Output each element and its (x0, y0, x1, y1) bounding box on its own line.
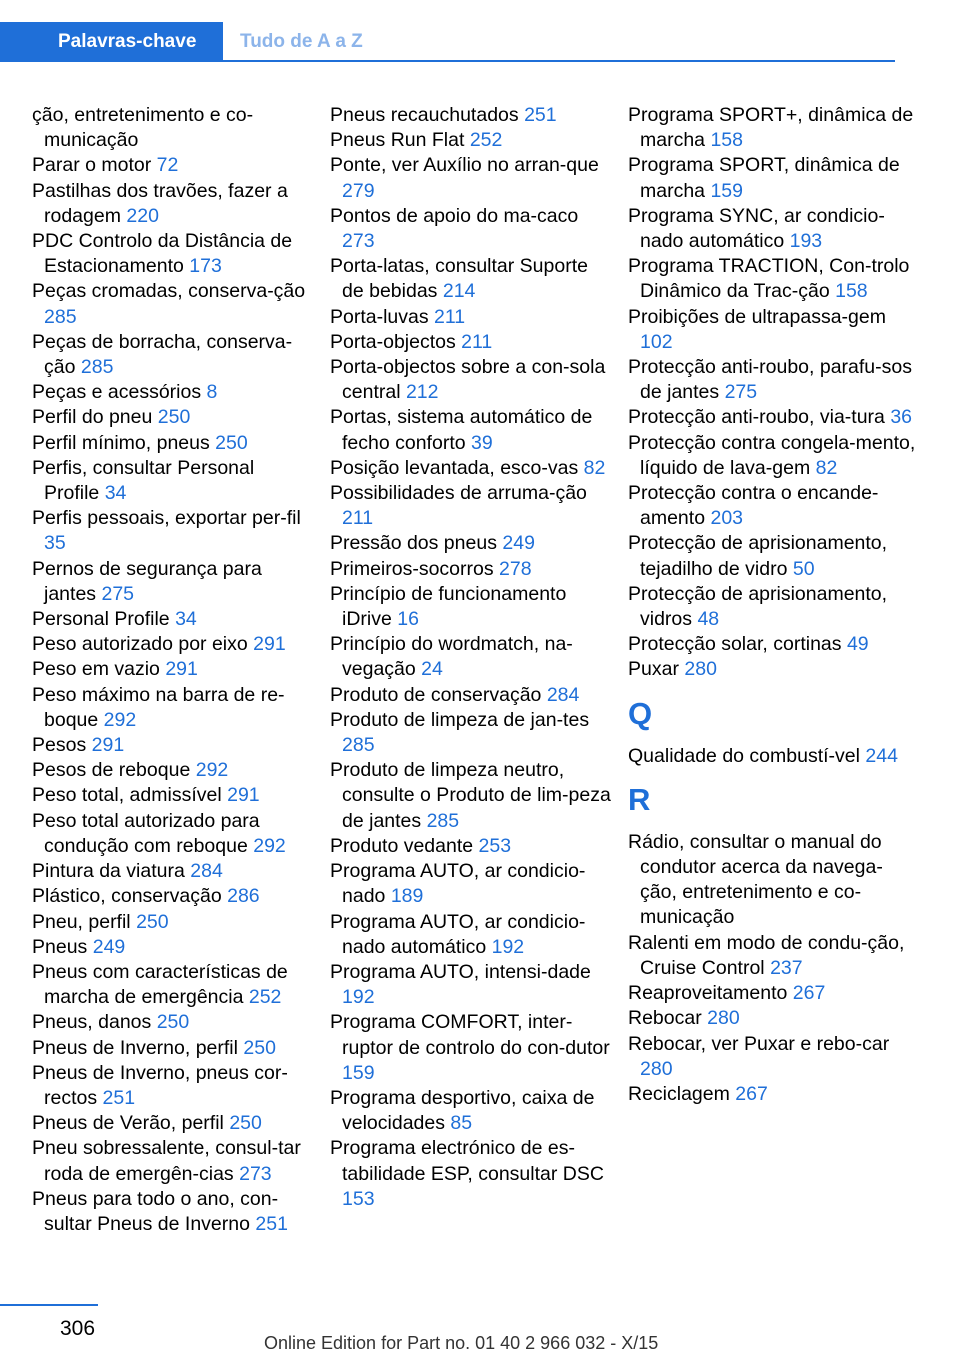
index-group-q (628, 744, 918, 769)
entry-term: Pneus de Verão, perfil (32, 1112, 224, 1135)
entry-term: Princípio de funcionamento iDrive (330, 582, 567, 631)
index-entry (628, 355, 918, 405)
index-entry (32, 405, 312, 430)
entry-term: Produto de limpeza neutro, consulte o Produto de lim-peza de jantes (330, 759, 611, 832)
entry-term: ção, entretenimento e co-municação (32, 104, 254, 152)
page-link[interactable]: 250 (156, 1011, 190, 1034)
tab-a-to-z[interactable]: Tudo de A a Z (240, 31, 363, 52)
index-group-p (628, 103, 918, 683)
index-entry (32, 935, 312, 960)
page-link[interactable]: 49 (846, 633, 869, 656)
page-link[interactable]: 8 (206, 381, 218, 404)
index-entry (32, 431, 312, 456)
edition-note: Online Edition for Part no. 01 40 2 966 032 - X/15 (264, 1333, 659, 1353)
page-link[interactable]: 250 (136, 910, 169, 933)
entry-term: Programa desportivo, caixa de velocidades (330, 1086, 595, 1135)
entry-term: Perfis, consultar Personal Profile (32, 456, 255, 505)
entry-term: Rebocar, ver Puxar e rebo-car (628, 1032, 890, 1055)
page-link[interactable]: 291 (227, 784, 260, 807)
entry-term: Pernos de segurança para jantes (32, 557, 262, 605)
index-entry (330, 531, 615, 556)
entry-term: Protecção anti-roubo, via-tura (628, 406, 885, 429)
index-entry (330, 708, 615, 758)
page-link[interactable]: 220 (126, 204, 159, 227)
entry-term: Programa SPORT, dinâmica de marcha (628, 154, 900, 202)
index-entry (628, 254, 918, 304)
index-entry (32, 557, 312, 607)
entry-term: Pneus recauchutados (330, 104, 519, 126)
index-entry (32, 657, 312, 682)
index-entry (628, 405, 918, 430)
entry-term: Pneus (32, 935, 88, 958)
entry-term: Perfil do pneu (32, 406, 153, 429)
entry-term: Pneus com características de marcha de emergência (32, 960, 288, 1009)
index-entry (628, 431, 918, 481)
index-entry (628, 481, 918, 531)
entry-term: Parar o motor (32, 154, 152, 177)
page-link[interactable]: 158 (710, 129, 743, 152)
page-link[interactable]: 189 (390, 885, 424, 908)
index-entry (628, 305, 918, 355)
entry-term: Porta-objectos (330, 330, 456, 353)
page-link[interactable]: 292 (253, 834, 286, 857)
index-entry (32, 783, 312, 808)
page-link[interactable]: 250 (157, 406, 191, 429)
page-link[interactable]: 158 (835, 280, 868, 303)
index-entry (330, 910, 615, 960)
entry-term: Reaproveitamento (628, 982, 788, 1005)
entry-term: Portas, sistema automático de fecho conforto (330, 406, 593, 454)
index-entry (32, 1187, 312, 1237)
entry-term: PDC Controlo da Distância de Estacionamento (32, 230, 293, 278)
index-entry (32, 859, 312, 884)
page-link[interactable]: 250 (229, 1112, 262, 1135)
page-link[interactable]: 211 (342, 507, 374, 530)
index-entry (628, 1032, 918, 1082)
entry-term: Peso em vazio (32, 658, 160, 681)
index-entry (32, 279, 312, 329)
index-entry (628, 1006, 918, 1031)
page-link[interactable]: 267 (735, 1082, 768, 1105)
entry-term: Programa electrónico de es-tabilidade ESP, consultar DSC (330, 1137, 604, 1185)
page-link[interactable]: 250 (215, 431, 248, 454)
tab-keywords[interactable]: Palavras-chave (0, 22, 223, 62)
page-link[interactable]: 50 (792, 557, 815, 580)
page-link[interactable]: 102 (640, 330, 673, 353)
page-link[interactable]: 280 (640, 1057, 673, 1080)
entry-term: Pneus de Inverno, perfil (32, 1036, 238, 1059)
entry-term: Programa SYNC, ar condicio-nado automático (628, 204, 885, 253)
index-entry (32, 1010, 312, 1035)
entry-term: Pneus para todo o ano, con-sultar Pneus de Inverno (32, 1187, 279, 1235)
index-entry (628, 744, 918, 769)
index-column-3 (628, 103, 918, 1107)
index-entry (32, 960, 312, 1010)
index-entry (330, 758, 615, 834)
index-entry (330, 204, 615, 254)
entry-term: Porta-objectos sobre a con-sola central (330, 356, 606, 404)
page-link[interactable]: 275 (101, 582, 135, 605)
index-group-r (628, 830, 918, 1107)
page-link[interactable]: 285 (426, 809, 460, 832)
entry-term: Peças cromadas, conserva-ção (32, 280, 306, 303)
page-link[interactable]: 286 (227, 885, 260, 908)
entry-term: Produto de conservação (330, 683, 542, 706)
entry-term: Pneus Run Flat (330, 129, 465, 152)
page-link[interactable]: 285 (80, 356, 114, 379)
entry-term: Ponte, ver Auxílio no arran-que (330, 154, 599, 177)
page-link[interactable]: 72 (156, 154, 179, 177)
index-entry (628, 531, 918, 581)
section-letter-q: Q (628, 695, 653, 731)
entry-term: Puxar (628, 658, 679, 681)
entry-term: Pintura da viatura (32, 860, 185, 883)
index-entry (628, 204, 918, 254)
entry-term: Peças e acessórios (32, 381, 202, 404)
index-entry (32, 910, 312, 935)
entry-term: Programa TRACTION, Con-trolo Dinâmico da Trac-ção (628, 255, 910, 303)
entry-term: Qualidade do combustí-vel (628, 744, 860, 767)
page-link[interactable]: 214 (442, 280, 476, 303)
page-link[interactable]: 267 (792, 982, 826, 1005)
entry-term: Pneu sobressalente, consul-tar roda de emergên-cias (32, 1137, 301, 1185)
page-link[interactable]: 285 (342, 734, 375, 757)
entry-term: Rádio, consultar o manual do condutor acerca da navega-ção, entretenimento e co-municação (628, 830, 883, 929)
page-link[interactable]: 292 (195, 759, 229, 782)
entry-term: Protecção contra o encande-amento (628, 482, 879, 530)
page-link[interactable]: 82 (583, 456, 606, 479)
page-link[interactable]: 212 (405, 381, 439, 404)
page-link[interactable]: 16 (397, 608, 419, 631)
index-entry (330, 1010, 615, 1086)
page-link[interactable]: 249 (502, 532, 535, 555)
index-entry (32, 1036, 312, 1061)
index-entry (628, 153, 918, 203)
index-entry (330, 683, 615, 708)
index-entry (330, 405, 615, 455)
entry-term: Protecção solar, cortinas (628, 633, 842, 656)
index-entry (330, 557, 615, 582)
entry-term: Protecção anti-roubo, parafu-sos de jantes (628, 356, 912, 404)
entry-term: Pneus, danos (32, 1011, 152, 1034)
index-entry (628, 981, 918, 1006)
page-link[interactable]: 24 (421, 658, 443, 681)
page-link[interactable]: 159 (342, 1061, 375, 1084)
entry-term: Perfis pessoais, exportar per-fil (32, 507, 301, 530)
page-link[interactable]: 159 (710, 179, 743, 202)
entry-term: Reciclagem (628, 1082, 730, 1105)
section-letter-r: R (628, 781, 651, 817)
entry-term: Primeiros-socorros (330, 557, 494, 580)
entry-term: Produto de limpeza de jan-tes (330, 708, 590, 731)
index-entry (628, 1082, 918, 1107)
entry-term: Peso total autorizado para condução com reboque (32, 809, 260, 857)
page-link[interactable]: 193 (789, 230, 823, 253)
index-entry (32, 380, 312, 405)
page-link[interactable]: 275 (724, 381, 758, 404)
index-entry (32, 229, 312, 279)
index-entry (330, 153, 615, 203)
entry-term: Plástico, conservação (32, 885, 222, 908)
page-link[interactable]: 291 (253, 633, 286, 656)
index-entry (628, 931, 918, 981)
page-link[interactable]: 280 (684, 658, 717, 681)
entry-term: Porta-latas, consultar Suporte de bebidas (330, 255, 588, 303)
entry-term: Perfil mínimo, pneus (32, 431, 210, 454)
entry-term: Pastilhas dos travões, fazer a rodagem (32, 179, 288, 227)
entry-term: Pontos de apoio do ma-caco (330, 204, 579, 227)
index-entry (628, 830, 918, 931)
index-column-1 (32, 103, 312, 1237)
entry-term: Produto vedante (330, 834, 474, 857)
page-link[interactable]: 237 (770, 956, 803, 979)
index-entry (330, 960, 615, 1010)
entry-term: Pneu, perfil (32, 910, 131, 933)
index-entry (32, 683, 312, 733)
index-entry (32, 153, 312, 178)
page-link[interactable]: 192 (491, 935, 525, 958)
page-link[interactable]: 252 (248, 986, 282, 1009)
page-link[interactable]: 34 (104, 482, 127, 505)
entry-term: Princípio do wordmatch, na-vegação (330, 633, 573, 681)
index-entry (32, 1061, 312, 1111)
index-entry (330, 355, 615, 405)
index-entry (628, 582, 918, 632)
page-link[interactable]: 291 (91, 734, 125, 757)
index-entry (330, 632, 615, 682)
page-link[interactable]: 36 (890, 406, 913, 429)
entry-term: Peso máximo na barra de re-boque (32, 683, 285, 731)
page-link[interactable]: 153 (342, 1187, 375, 1210)
page-link[interactable]: 35 (44, 532, 66, 555)
entry-term: Programa AUTO, ar condicio-nado automático (330, 910, 586, 958)
footer-divider (0, 1304, 98, 1306)
page-number: 306 (60, 1317, 96, 1340)
index-entry (330, 481, 615, 531)
page-link[interactable]: 85 (450, 1112, 473, 1135)
page-link[interactable]: 173 (189, 255, 222, 278)
index-entry (330, 305, 615, 330)
page-link[interactable]: 48 (697, 608, 720, 631)
index-entry (330, 254, 615, 304)
index-column-2 (330, 103, 615, 1212)
entry-term: Pesos (32, 734, 87, 757)
index-entry (32, 506, 312, 556)
index-entry (32, 330, 312, 380)
entry-term: Posição levantada, esco-vas (330, 456, 579, 479)
page-link[interactable]: 82 (815, 456, 838, 479)
index-entry (32, 1136, 312, 1186)
index-entry (32, 607, 312, 632)
page-link[interactable]: 284 (190, 860, 223, 883)
index-entry (628, 657, 918, 682)
page-link[interactable]: 273 (342, 230, 375, 253)
page-link[interactable]: 292 (103, 708, 137, 731)
index-entry (330, 1086, 615, 1136)
entry-term: Programa COMFORT, inter-ruptor de controlo do con-dutor (330, 1011, 610, 1059)
page-link[interactable]: 211 (461, 330, 493, 353)
page-link[interactable]: 252 (469, 129, 503, 152)
page-link[interactable]: 250 (243, 1036, 276, 1059)
index-entry (330, 456, 615, 481)
page-link[interactable]: 192 (342, 986, 375, 1009)
page-link[interactable]: 34 (175, 608, 197, 631)
page-link[interactable]: 39 (471, 431, 493, 454)
index-entry (32, 758, 312, 783)
page-link[interactable]: 249 (92, 935, 126, 958)
header-tabs (0, 0, 895, 62)
index-entry (330, 128, 615, 153)
index-entry (32, 1111, 312, 1136)
page-link[interactable]: 273 (239, 1162, 272, 1185)
entry-term: Peças de borracha, conserva-ção (32, 330, 293, 379)
page-link[interactable]: 251 (102, 1086, 136, 1109)
page-link[interactable]: 211 (434, 305, 466, 328)
index-entry (330, 103, 615, 128)
page-link[interactable]: 251 (524, 104, 557, 126)
entry-term: Pesos de reboque (32, 759, 191, 782)
entry-term: Programa SPORT+, dinâmica de marcha (628, 104, 914, 152)
index-entry (32, 456, 312, 506)
entry-term: Pressão dos pneus (330, 532, 497, 555)
index-entry (32, 632, 312, 657)
entry-term: Peso autorizado por eixo (32, 633, 248, 656)
entry-term: Possibilidades de arruma-ção (330, 482, 587, 505)
entry-term: Programa AUTO, intensi-dade (330, 960, 591, 983)
entry-term: Pneus de Inverno, pneus cor-rectos (32, 1061, 288, 1109)
index-entry (32, 179, 312, 229)
index-entry (330, 859, 615, 909)
page-link[interactable]: 203 (710, 507, 744, 530)
page-link[interactable]: 251 (255, 1212, 288, 1235)
page-link[interactable]: 291 (165, 658, 198, 681)
index-entry (330, 1136, 615, 1212)
index-entry (32, 103, 312, 153)
entry-term: Protecção de aprisionamento, tejadilho de vidro (628, 532, 888, 580)
index-entry (32, 884, 312, 909)
index-entry (628, 632, 918, 657)
entry-term: Proibições de ultrapassa-gem (628, 305, 886, 328)
page-link[interactable]: 279 (342, 179, 375, 202)
index-entry (32, 733, 312, 758)
entry-term: Protecção de aprisionamento, vidros (628, 582, 888, 631)
page-link[interactable]: 244 (865, 744, 898, 767)
page-link[interactable]: 280 (707, 1007, 740, 1030)
index-entry (330, 582, 615, 632)
entry-term: Porta-luvas (330, 305, 429, 328)
page-link[interactable]: 284 (546, 683, 580, 706)
entry-term: Peso total, admissível (32, 784, 222, 807)
entry-term: Ralenti em modo de condu-ção, Cruise Control (628, 931, 905, 979)
entry-term: Personal Profile (32, 608, 170, 631)
entry-term: Programa AUTO, ar condicio-nado (330, 860, 586, 908)
index-entry (330, 330, 615, 355)
page-link[interactable]: 253 (478, 834, 512, 857)
header-divider (223, 60, 895, 62)
entry-term: Rebocar (628, 1007, 702, 1030)
index-entry (628, 103, 918, 153)
page-link[interactable]: 285 (44, 305, 77, 328)
entry-term: Protecção contra congela-mento, líquido de lava-gem (628, 431, 916, 479)
index-entry (330, 834, 615, 859)
page-link[interactable]: 278 (499, 557, 532, 580)
index-entry (32, 809, 312, 859)
